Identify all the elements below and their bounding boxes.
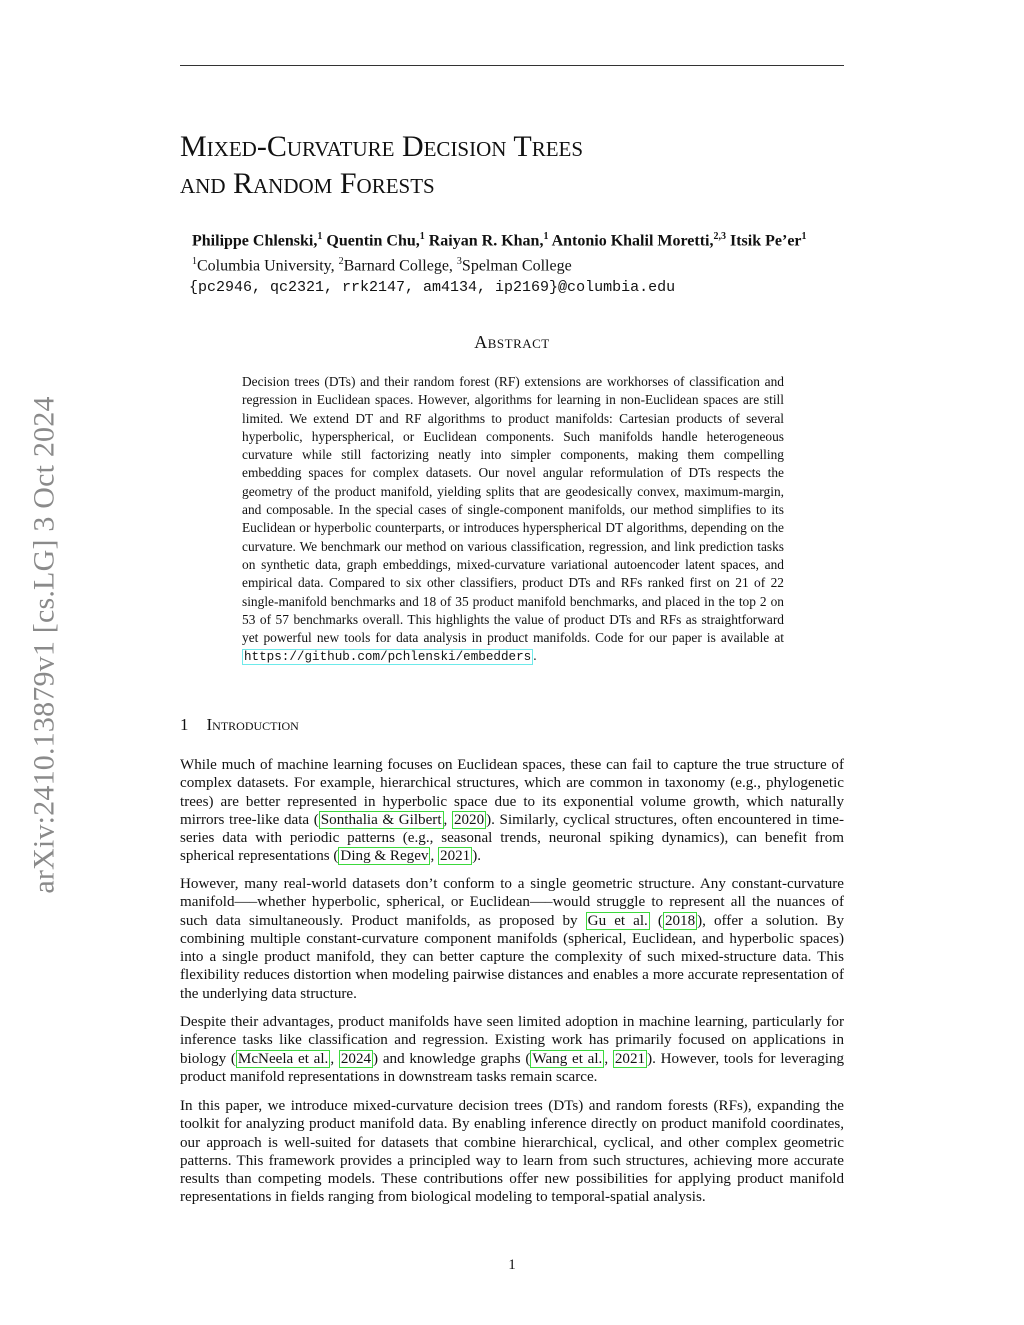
citation-link[interactable]: Gu et al.	[587, 912, 648, 929]
author-name: Itsik Pe’er	[730, 232, 802, 250]
citation-year-link[interactable]: 2021	[614, 1050, 646, 1067]
paragraph-text: However, many real-world datasets don’t conform to a single geometric structure. Any constant-curvature manifold—–whether hyperbolic, spherical, or Euclidean—–would struggle to represent all the nuances of such data simultaneously. Product manifolds, as proposed by	[180, 876, 844, 929]
paragraph-text: ). However, tools for leveraging product manifold representations in downstream tasks remain scarce.	[180, 1050, 845, 1085]
paragraph-text: ). Similarly, cyclical structures, often encountered in time-series data with periodic patterns (e.g., seasonal trends, neuronal spiking dynamics), can benefit from spherical representations (	[180, 811, 845, 865]
author-emails: {pc2946, qc2321, rrk2147, am4134, ip2169}@columbia.edu	[189, 278, 676, 296]
affiliation-mark: 1	[543, 231, 549, 242]
citation-link[interactable]: Wang et al.	[532, 1050, 603, 1067]
header-rule	[180, 65, 844, 66]
citation-year-link[interactable]: 2021	[440, 848, 471, 865]
affiliation-mark: 1	[801, 231, 807, 242]
intro-paragraph-2	[180, 875, 844, 1003]
code-repository-link[interactable]: https://github.com/pchlenski/embedders	[244, 650, 532, 665]
section-number: 1	[180, 715, 189, 734]
author-name: Raiyan R. Khan,	[428, 232, 544, 250]
affiliation-mark: 1	[419, 231, 425, 242]
citation-separator: ,	[604, 1050, 613, 1067]
citation-link[interactable]: Ding & Regev	[340, 848, 429, 865]
intro-paragraph-1	[180, 756, 844, 866]
citation-separator: ,	[443, 811, 452, 828]
abstract-text	[242, 373, 784, 667]
author-name: Philippe Chlenski,	[192, 232, 318, 250]
abstract-heading: Abstract	[474, 332, 550, 352]
arxiv-identifier	[28, 365, 62, 925]
section-title: Introduction	[206, 715, 299, 734]
abstract-body-text: Decision trees (DTs) and their random forest (RF) extensions are workhorses of classification and regression in Euclidean spaces. However, algorithms for learning in non-Euclidean spaces are still limited. We extend DT and RF algorithms to product manifolds: Cartesian products of several hyperbolic, hyperspherical, or Euclidean components. Such manifolds handle heterogeneous curvature while still factorizing neatly into simpler components, making them compelling embedding spaces for complex datasets. Our novel angular reformulation of DTs respects the geometry of the product manifold, yielding splits that are geodesically convex, maximum-margin, and composable. In the special cases of single-component manifolds, our method simplifies to its Euclidean or hyperbolic counterparts, or introduces hyperspherical DT algorithms, depending on the curvature. We benchmark our method on various classification, regression, and link prediction tasks on synthetic data, graph embeddings, mixed-curvature variational autoencoder latent spaces, and empirical data. Compared to six other classifiers, product DTs and RFs ranked first on 21 of 22 single-manifold benchmarks and 18 of 35 product manifold benchmarks, and placed in the top 2 on 53 of 57 benchmarks overall. This highlights the value of product DTs and RFs as straightforward yet powerful new tools for data analysis in product manifolds. Code for our paper is available at	[242, 374, 784, 646]
paper-title	[180, 128, 820, 202]
affiliation-mark: 1	[317, 231, 323, 242]
section-heading-introduction	[180, 715, 299, 735]
citation-link[interactable]: Sonthalia & Gilbert	[320, 811, 442, 828]
author-names	[192, 226, 892, 251]
title-line-2: and Random Forests	[180, 167, 435, 200]
paragraph-text: While much of machine learning focuses on Euclidean spaces, these can fail to capture the true structure of complex datasets. For example, hierarchical structures, which are common in taxonomy (e.g., phylogenetic trees) are better represented in hyperbolic space due to its exponential volume growth, which naturally mirrors tree-like data (	[180, 757, 844, 828]
paragraph-text: ), offer a solution. By combining multiple constant-curvature component manifolds (spherical, Euclidean, and hyperbolic spaces) into a single product manifold, they can better capture the complexity of such mixed-structure data. This flexibility reduces distortion when modeling pairwise distances and enables a more accurate representation of the underlying data structure.	[180, 912, 844, 1002]
page-number: 1	[508, 1257, 516, 1273]
abstract-end: .	[533, 648, 537, 664]
intro-paragraph-4: In this paper, we introduce mixed-curvature decision trees (DTs) and random forests (RFs), expanding the toolkit for analyzing product manifold data. By enabling inference directly on product manifold coordinates, our approach is well-suited for datasets that combine hierarchical, cyclical, and other complex geometric patterns. This framework provides a principled way to learn from such structures, achieving more accurate results than competing models. These contributions offer new possibilities for applying product manifold representations in fields ranging from biological modeling to temporal-spatial analysis.	[180, 1098, 844, 1206]
affiliation-spelman: Spelman College	[461, 257, 572, 275]
paragraph-text: Despite their advantages, product manifolds have seen limited adoption in machine learning, particularly for inference tasks like classification and regression. Existing work has primarily focused on applications in biology (	[180, 1014, 844, 1067]
affiliation-mark: 2,3	[713, 231, 726, 242]
paragraph-text: ) and knowledge graphs (	[373, 1050, 531, 1067]
title-line-1: Mixed-Curvature Decision Trees	[180, 130, 584, 163]
citation-year-link[interactable]: 2020	[453, 811, 485, 828]
citation-link[interactable]: McNeela et al.	[237, 1050, 329, 1067]
citation-year-link[interactable]: 2018	[664, 912, 696, 929]
citation-separator: ,	[330, 1050, 339, 1067]
paragraph-text: ).	[472, 848, 482, 865]
author-name: Quentin Chu,	[326, 232, 420, 250]
affiliation-columbia: Columbia University,	[197, 257, 339, 275]
affiliations	[192, 251, 892, 276]
affiliation-mark: 2	[338, 256, 344, 268]
citation-separator: (	[649, 912, 663, 929]
intro-paragraph-3	[180, 1013, 844, 1086]
citation-year-link[interactable]: 2024	[340, 1050, 372, 1067]
author-block	[189, 226, 892, 298]
arxiv-identifier-text: arXiv:2410.13879v1 [cs.LG] 3 Oct 2024	[28, 396, 62, 894]
author-name: Antonio Khalil Moretti,	[551, 232, 714, 250]
affiliation-mark: 3	[456, 256, 462, 268]
affiliation-barnard: Barnard College,	[343, 257, 457, 275]
affiliation-mark: 1	[192, 256, 197, 268]
citation-separator: ,	[430, 848, 439, 865]
